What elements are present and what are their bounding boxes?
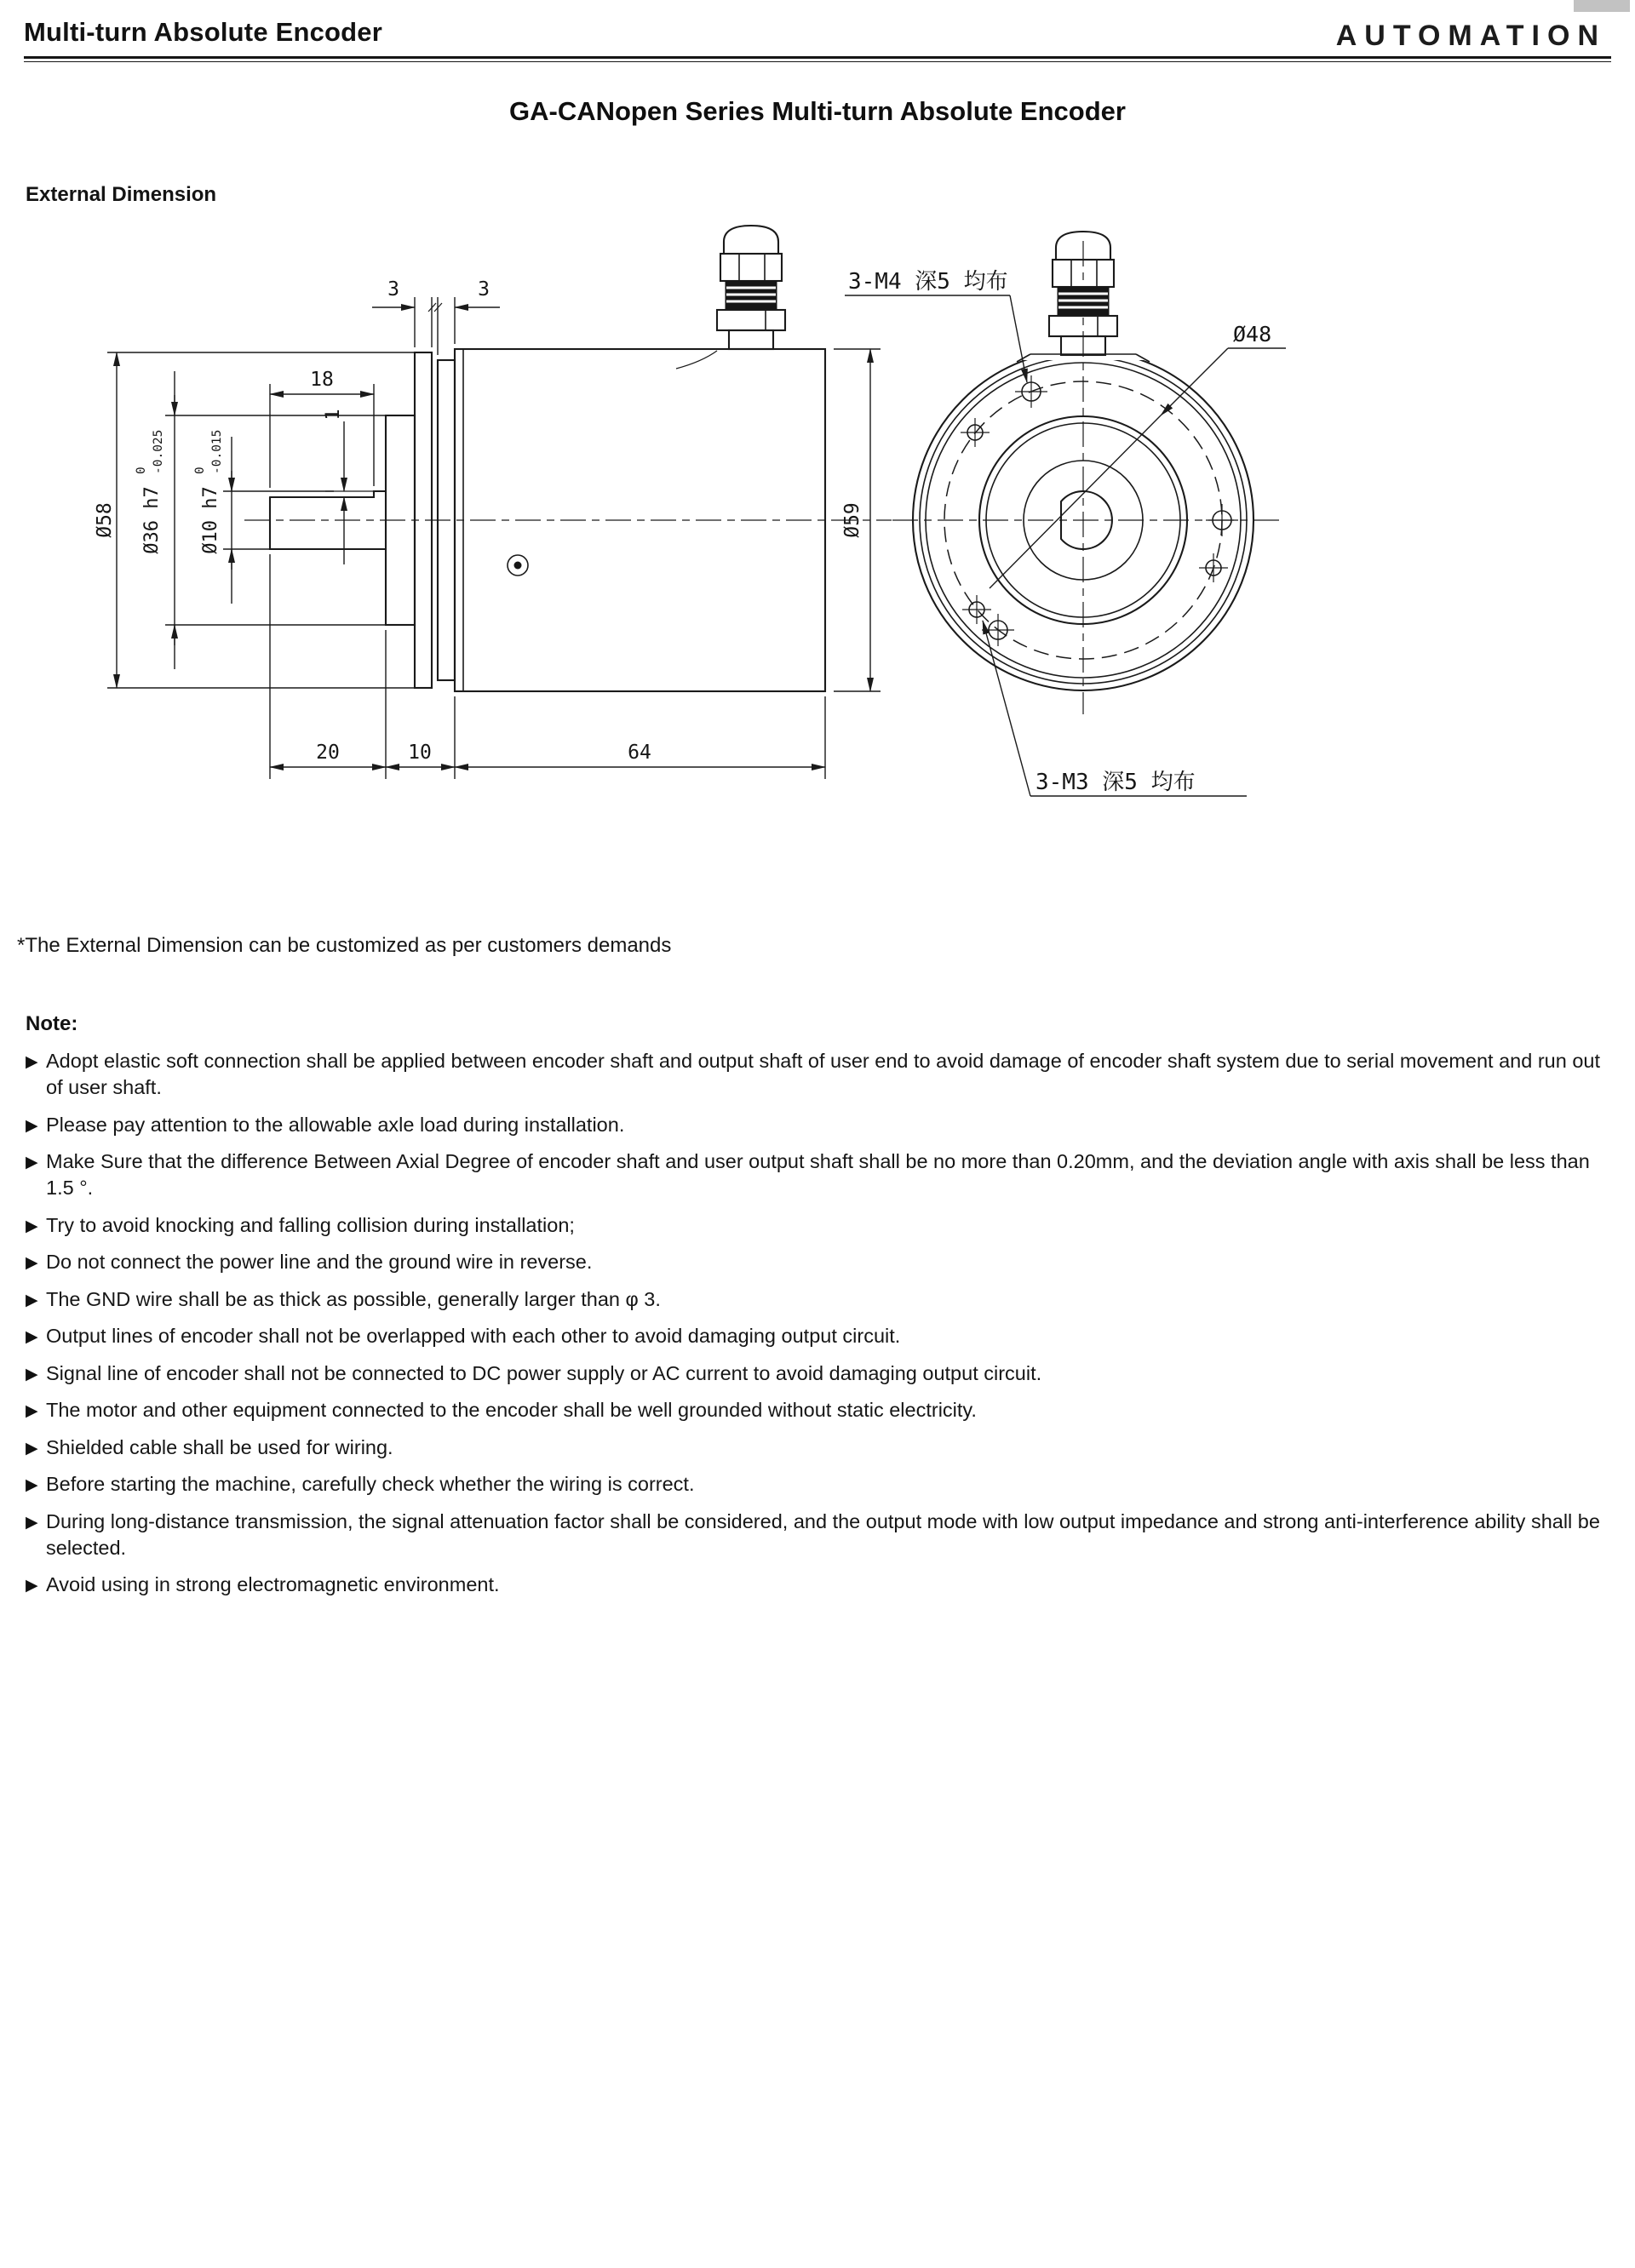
bullet-icon: ▶ — [26, 1154, 38, 1171]
section-heading: External Dimension — [26, 183, 217, 206]
page-header — [0, 0, 1635, 62]
page-title: Multi-turn Absolute Encoder — [24, 17, 383, 47]
note-item — [26, 1471, 1611, 1498]
note-item — [26, 1323, 1611, 1349]
bullet-icon: ▶ — [26, 1513, 38, 1532]
dim-bottom — [270, 554, 825, 779]
bullet-icon: ▶ — [26, 1254, 38, 1272]
note-item — [26, 1397, 1611, 1423]
m3-label: 3-M3 深5 均布 — [1036, 770, 1196, 795]
dim-label-36-tol-lower: -0.025 — [152, 429, 165, 474]
bullet-icon: ▶ — [26, 1476, 38, 1494]
dim-label-36: Ø36 h7 — [141, 486, 163, 554]
note-text: Try to avoid knocking and falling collision during installation; — [46, 1213, 575, 1236]
dim-label-10-tol-upper: 0 — [193, 467, 207, 474]
dim-label-3-left: 3 — [387, 278, 399, 301]
note-item — [26, 1360, 1611, 1387]
cable-gland-side — [717, 226, 785, 349]
note-text: The GND wire shall be as thick as possible, generally larger than φ 3. — [46, 1287, 661, 1310]
brand-text: AUTOMATION — [1335, 20, 1606, 52]
note-item — [26, 1249, 1611, 1275]
note-text: Output lines of encoder shall not be overlapped with each other to avoid damaging output circuit. — [46, 1325, 901, 1347]
dim-label-18: 18 — [310, 369, 334, 391]
note-text: During long-distance transmission, the signal attenuation factor shall be considered, and the output mode with low output impedance and strong anti-interference ability shall be selected. — [46, 1509, 1600, 1559]
bullet-icon: ▶ — [26, 1328, 38, 1346]
note-text: The motor and other equipment connected to the encoder shall be well grounded without static electricity. — [46, 1399, 977, 1421]
note-item — [26, 1048, 1611, 1101]
dim-59 — [834, 349, 881, 691]
bullet-icon: ▶ — [26, 1402, 38, 1420]
housing-screw — [508, 555, 528, 576]
note-item — [26, 1148, 1611, 1201]
note-item — [26, 1112, 1611, 1138]
dim-label-3-right: 3 — [478, 278, 490, 301]
dim-10 — [193, 430, 375, 604]
note-item — [26, 1212, 1611, 1239]
side-view — [94, 226, 892, 779]
note-item — [26, 1509, 1611, 1561]
bullet-icon: ▶ — [26, 1577, 38, 1595]
dim-flange-thickness — [372, 278, 500, 355]
dim-key-depth — [323, 409, 344, 564]
external-dimension-drawing — [70, 214, 1635, 845]
note-item — [26, 1572, 1611, 1598]
note-item — [26, 1435, 1611, 1461]
m3-leader — [983, 621, 1247, 796]
d48-label: Ø48 — [1233, 322, 1272, 346]
dim-label-10-tol-lower: -0.015 — [210, 429, 224, 474]
dim-label-59: Ø59 — [841, 502, 863, 538]
body-top-leader — [676, 351, 717, 369]
bullet-icon: ▶ — [26, 1439, 38, 1458]
header-rule — [24, 56, 1611, 62]
note-text: Adopt elastic soft connection shall be applied between encoder shaft and output shaft of user end to avoid damage of encoder shaft system due to serial movement and run out of user shaft. — [46, 1050, 1601, 1098]
dim-label-58: Ø58 — [94, 502, 116, 538]
note-item — [26, 1286, 1611, 1313]
notes-list — [26, 1048, 1611, 1598]
note-text: Before starting the machine, carefully check whether the wiring is correct. — [46, 1473, 695, 1495]
dim-18 — [270, 369, 374, 488]
note-text: Avoid using in strong electromagnetic environment. — [46, 1573, 500, 1595]
note-text: Shielded cable shall be used for wiring. — [46, 1435, 393, 1458]
note-text: Make Sure that the difference Between Axial Degree of encoder shaft and user output shaft shall be no more than 0.20mm, and the deviation angle with axis shall be less than 1.5 °. — [46, 1150, 1590, 1199]
bullet-icon: ▶ — [26, 1217, 38, 1235]
dim-label-36-tol-upper: 0 — [135, 467, 148, 474]
m4-leader — [845, 269, 1027, 382]
brand-logo-clipped — [1317, 20, 1606, 52]
note-text: Do not connect the power line and the ground wire in reverse. — [46, 1251, 593, 1273]
bullet-icon: ▶ — [26, 1365, 38, 1383]
dimension-drawing-svg — [70, 214, 1347, 845]
series-subtitle: GA-CANopen Series Multi-turn Absolute Encoder — [509, 96, 1126, 126]
bullet-icon: ▶ — [26, 1116, 38, 1135]
note-text: Signal line of encoder shall not be connected to DC power supply or AC current to avoid damaging output circuit. — [46, 1361, 1042, 1384]
customize-note: *The External Dimension can be customized as per customers demands — [17, 934, 672, 957]
brand-logo-box — [1574, 0, 1630, 12]
note-text: Please pay attention to the allowable axle load during installation. — [46, 1113, 625, 1136]
notes-heading: Note: — [26, 1012, 78, 1035]
bullet-icon: ▶ — [26, 1291, 38, 1309]
bullet-icon: ▶ — [26, 1053, 38, 1071]
dim-label-10b: 10 — [408, 742, 432, 764]
dim-label-10: Ø10 h7 — [200, 486, 221, 554]
dim-label-key-depth: 1 — [323, 409, 344, 421]
dim-label-20: 20 — [316, 742, 340, 764]
m4-label: 3-M4 深5 均布 — [848, 269, 1008, 295]
front-view — [845, 232, 1286, 796]
dim-label-64: 64 — [628, 742, 651, 764]
